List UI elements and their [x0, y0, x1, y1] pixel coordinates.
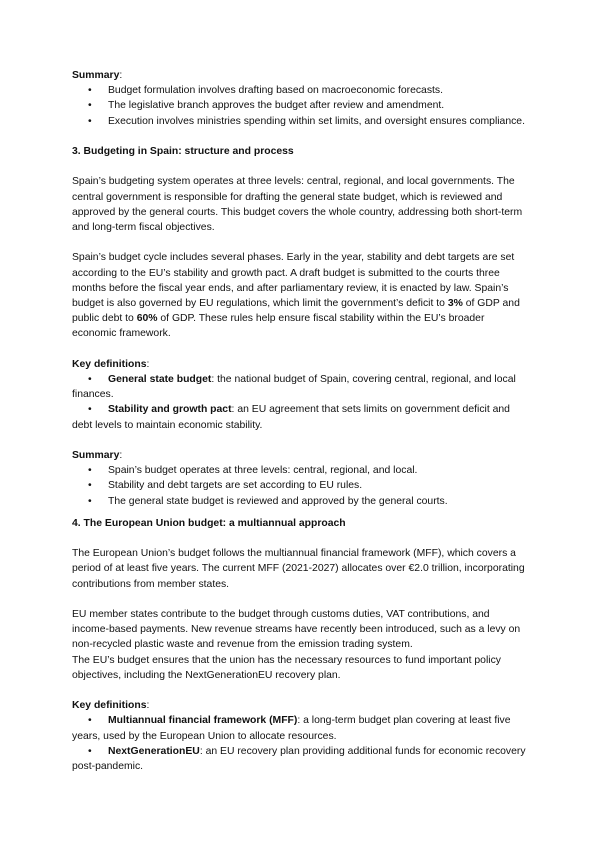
summary-label: Summary:: [72, 450, 123, 461]
paragraph: The European Union’s budget follows the multiannual financial framework (MFF), which covers a period of at least five years. The current MFF (2021-2027) allocates over €2.0 trillion, incorporating contributions from member states.: [72, 548, 525, 590]
emphasis-value: 60% of GDP: [136, 313, 194, 325]
list-item: • Execution involves ministries spending within set limits, and oversight ensures compliance.: [88, 115, 525, 127]
list-item: • The legislative branch approves the budget after review and amendment.: [88, 100, 445, 112]
summary-list: [72, 463, 528, 509]
section-heading: 4. The European Union budget: a multiannual approach: [72, 517, 346, 529]
summary-label: Summary:: [72, 70, 123, 81]
key-definitions-label: Key definitions:: [72, 700, 150, 712]
paragraph: Spain’s budget cycle includes several phases. Early in the year, stability and debt targets are set according to the EU’s stability and growth pact. A draft budget is submitted to the courts three months before the fiscal year ends, and after parliamentary review, it is enacted by law. Spain’s budget is also governed by EU regulations, which limit the government’s deficit to 3% of GDP and public debt to 60% of GDP. These rules help ensure fiscal stability within the EU’s broader economic framework.: [72, 252, 520, 340]
list-item: • Spain’s budget operates at three levels: central, regional, and local.: [88, 465, 418, 477]
definitions-list: [72, 372, 528, 433]
definition-item: • NextGenerationEU: an EU recovery plan providing additional funds for economic recovery post-pandemic.: [72, 745, 526, 773]
document-page: [72, 68, 528, 774]
section-heading: 3. Budgeting in Spain: structure and process: [72, 146, 294, 157]
list-item: • Stability and debt targets are set according to EU rules.: [88, 480, 363, 492]
paragraph: EU member states contribute to the budget through customs duties, VAT contributions, and income-based payments. New revenue streams have recently been introduced, such as a levy on non-recycled plastic waste and revenue from the emission trading system.: [72, 609, 521, 651]
definition-item: • Stability and growth pact: an EU agreement that sets limits on government deficit and debt levels to maintain economic stability.: [72, 404, 510, 431]
summary-list: [72, 83, 528, 129]
key-definitions-label: Key definitions:: [72, 358, 150, 370]
paragraph: The EU’s budget ensures that the union has the necessary resources to fund important policy objectives, including the NextGenerationEU recovery plan.: [72, 654, 501, 681]
definition-item: • General state budget: the national budget of Spain, covering central, regional, and local finances.: [72, 374, 516, 401]
definition-item: • Multiannual financial framework (MFF): a long-term budget plan covering at least five years, used by the European Union to allocate resources.: [72, 715, 511, 742]
list-item: • The general state budget is reviewed and approved by the general courts.: [88, 495, 448, 507]
list-item: • Budget formulation involves drafting based on macroeconomic forecasts.: [88, 85, 443, 97]
definitions-list: [72, 713, 528, 774]
paragraph: Spain’s budgeting system operates at three levels: central, regional, and local governments. The central government is responsible for drafting the general state budget, which is reviewed and approved by the general courts. This budget covers the whole country, addressing both short-term and long-term fiscal objectives.: [72, 176, 523, 233]
emphasis-value: 3% of GDP: [447, 298, 500, 309]
